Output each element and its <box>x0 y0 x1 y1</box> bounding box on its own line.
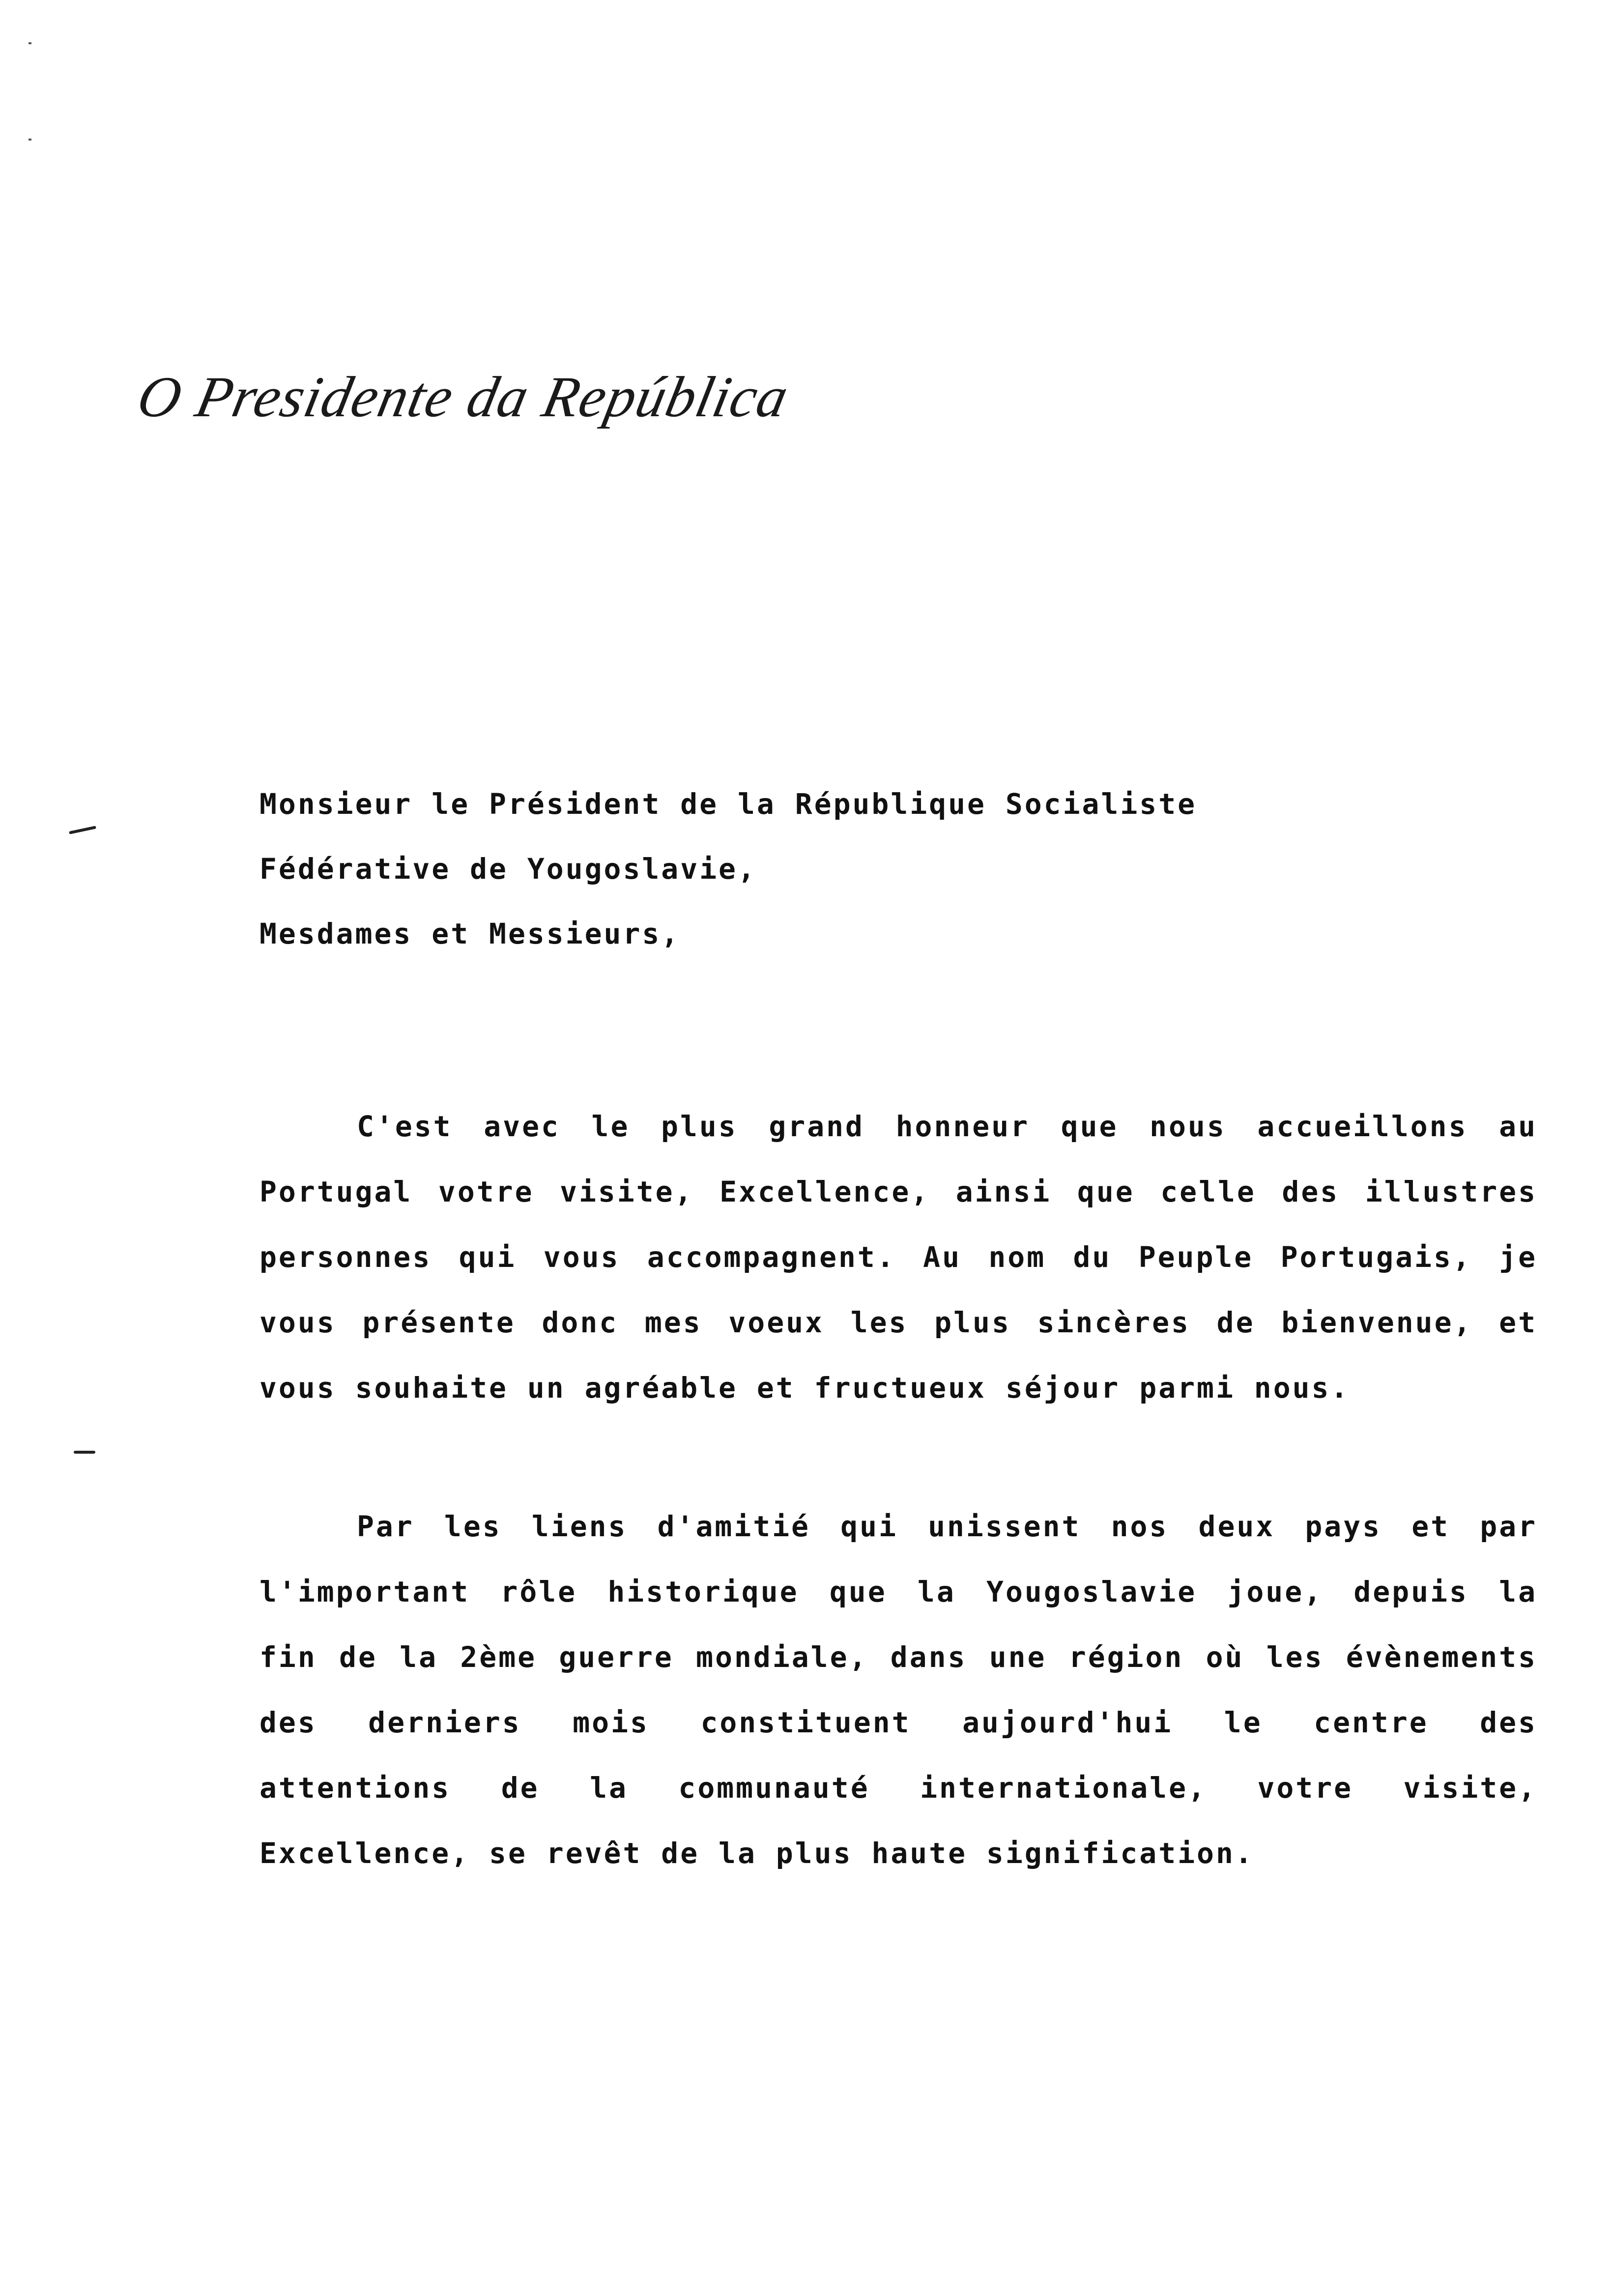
body-paragraph <box>259 1094 1537 1421</box>
paragraph-line: vous présente donc mes voeux les plus sincères de bienvenue, et <box>259 1306 1537 1339</box>
paragraph-line: Portugal votre visite, Excellence, ainsi que celle des illustres <box>259 1175 1537 1208</box>
salutation <box>259 772 1197 966</box>
paragraph-line: attentions de la communauté internationale, votre visite, <box>259 1771 1537 1805</box>
paragraph-line: vous souhaite un agréable et fructueux séjour parmi nous. <box>259 1371 1350 1405</box>
scan-speck <box>29 42 31 44</box>
paragraph-line: l'important rôle historique que la Yougoslavie joue, depuis la <box>259 1575 1537 1608</box>
paragraph-line: des derniers mois constituent aujourd'hui le centre des <box>259 1706 1537 1739</box>
salutation-line: Fédérative de Yougoslavie, <box>259 852 757 886</box>
scan-speck <box>29 139 31 141</box>
letterhead-title: O Presidente da República <box>132 365 795 429</box>
paragraph-line: Excellence, se revêt de la plus haute signification. <box>259 1837 1254 1870</box>
salutation-line: Mesdames et Messieurs, <box>259 917 681 950</box>
salutation-line: Monsieur le Président de la République Socialiste <box>259 787 1197 821</box>
paragraph-line: fin de la 2ème guerre mondiale, dans une région où les évènements <box>259 1640 1537 1674</box>
margin-mark <box>69 826 96 834</box>
body-paragraph <box>259 1494 1537 1886</box>
margin-mark <box>74 1451 95 1454</box>
paragraph-line: Par les liens d'amitié qui unissent nos deux pays et par <box>357 1510 1537 1543</box>
paragraph-line: C'est avec le plus grand honneur que nous accueillons au <box>357 1110 1537 1143</box>
paragraph-line: personnes qui vous accompagnent. Au nom du Peuple Portugais, je <box>259 1240 1537 1274</box>
